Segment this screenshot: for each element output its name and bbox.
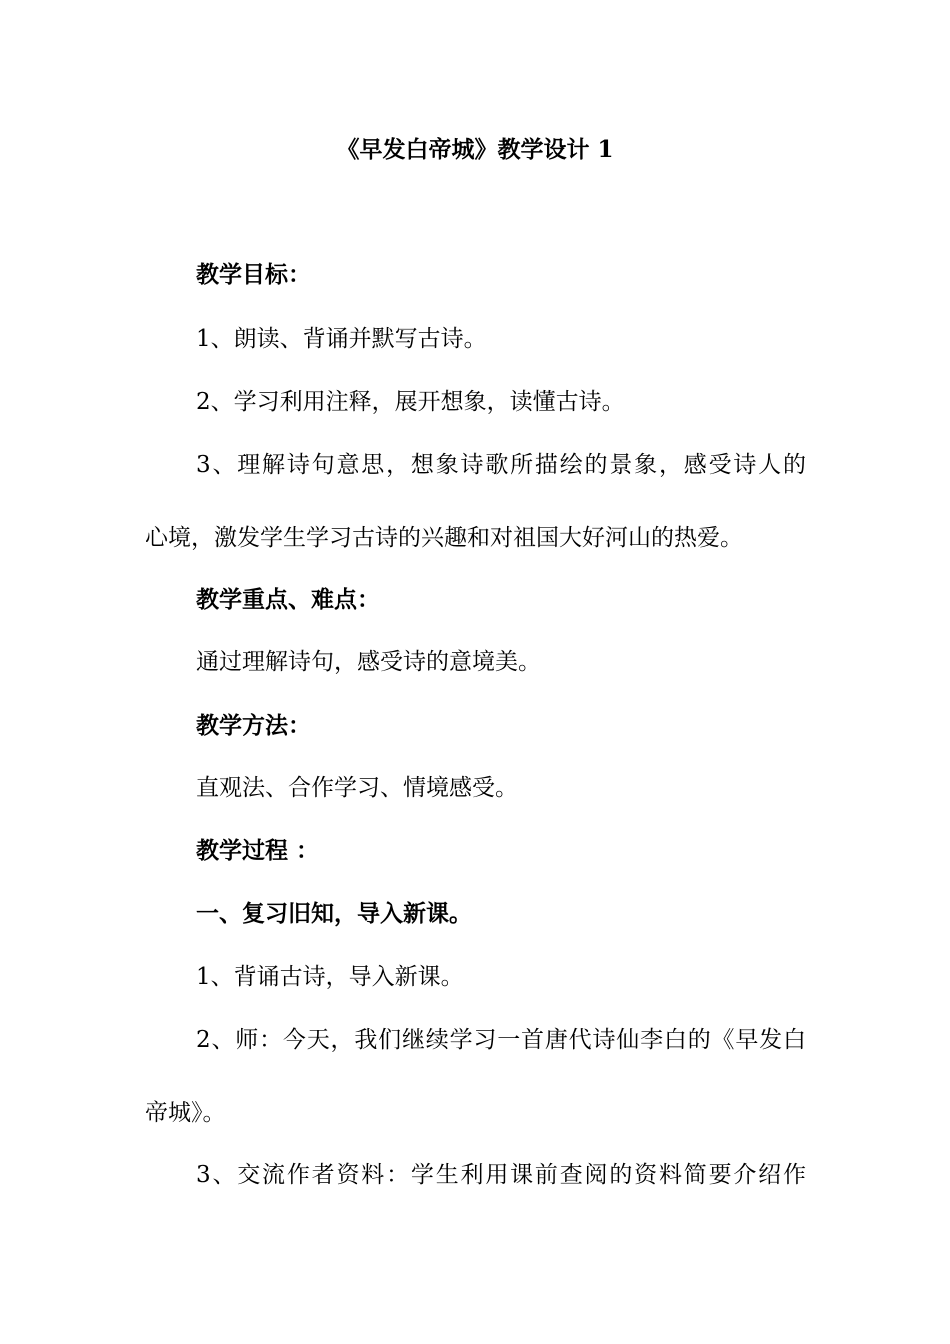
section-one-heading: 一、复习旧知，导入新课。: [196, 900, 472, 927]
goal-item-2: 2、学习利用注释，展开想象，读懂古诗。: [196, 389, 625, 415]
section-one-item-2-line-2: 帝城》。: [145, 1100, 226, 1126]
heading-teaching-goals: 教学目标：: [196, 261, 311, 288]
goal-item-1: 1、朗读、背诵并默写古诗。: [196, 326, 487, 352]
key-point-text: 通过理解诗句，感受诗的意境美。: [196, 649, 541, 675]
methods-text: 直观法、合作学习、情境感受。: [196, 775, 518, 801]
goal-item-3-line-2: 心境，激发学生学习古诗的兴趣和对祖国大好河山的热爱。: [145, 525, 743, 551]
heading-teaching-process: 教学过程 ：: [196, 837, 320, 864]
section-one-item-1: 1、背诵古诗，导入新课。: [196, 964, 464, 990]
section-one-item-2-line-1: 2、师：今天，我们继续学习一首唐代诗仙李白的《早发白: [196, 1027, 806, 1053]
goal-item-3-line-1: 3、理解诗句意思，想象诗歌所描绘的景象，感受诗人的: [196, 452, 806, 478]
section-one-item-3-line-1: 3、交流作者资料：学生利用课前查阅的资料简要介绍作: [196, 1162, 806, 1188]
heading-teaching-methods: 教学方法：: [196, 712, 311, 739]
heading-key-difficult-points: 教学重点、难点：: [196, 586, 380, 613]
document-title: 《早发白帝城》教学设计 1: [336, 136, 614, 163]
